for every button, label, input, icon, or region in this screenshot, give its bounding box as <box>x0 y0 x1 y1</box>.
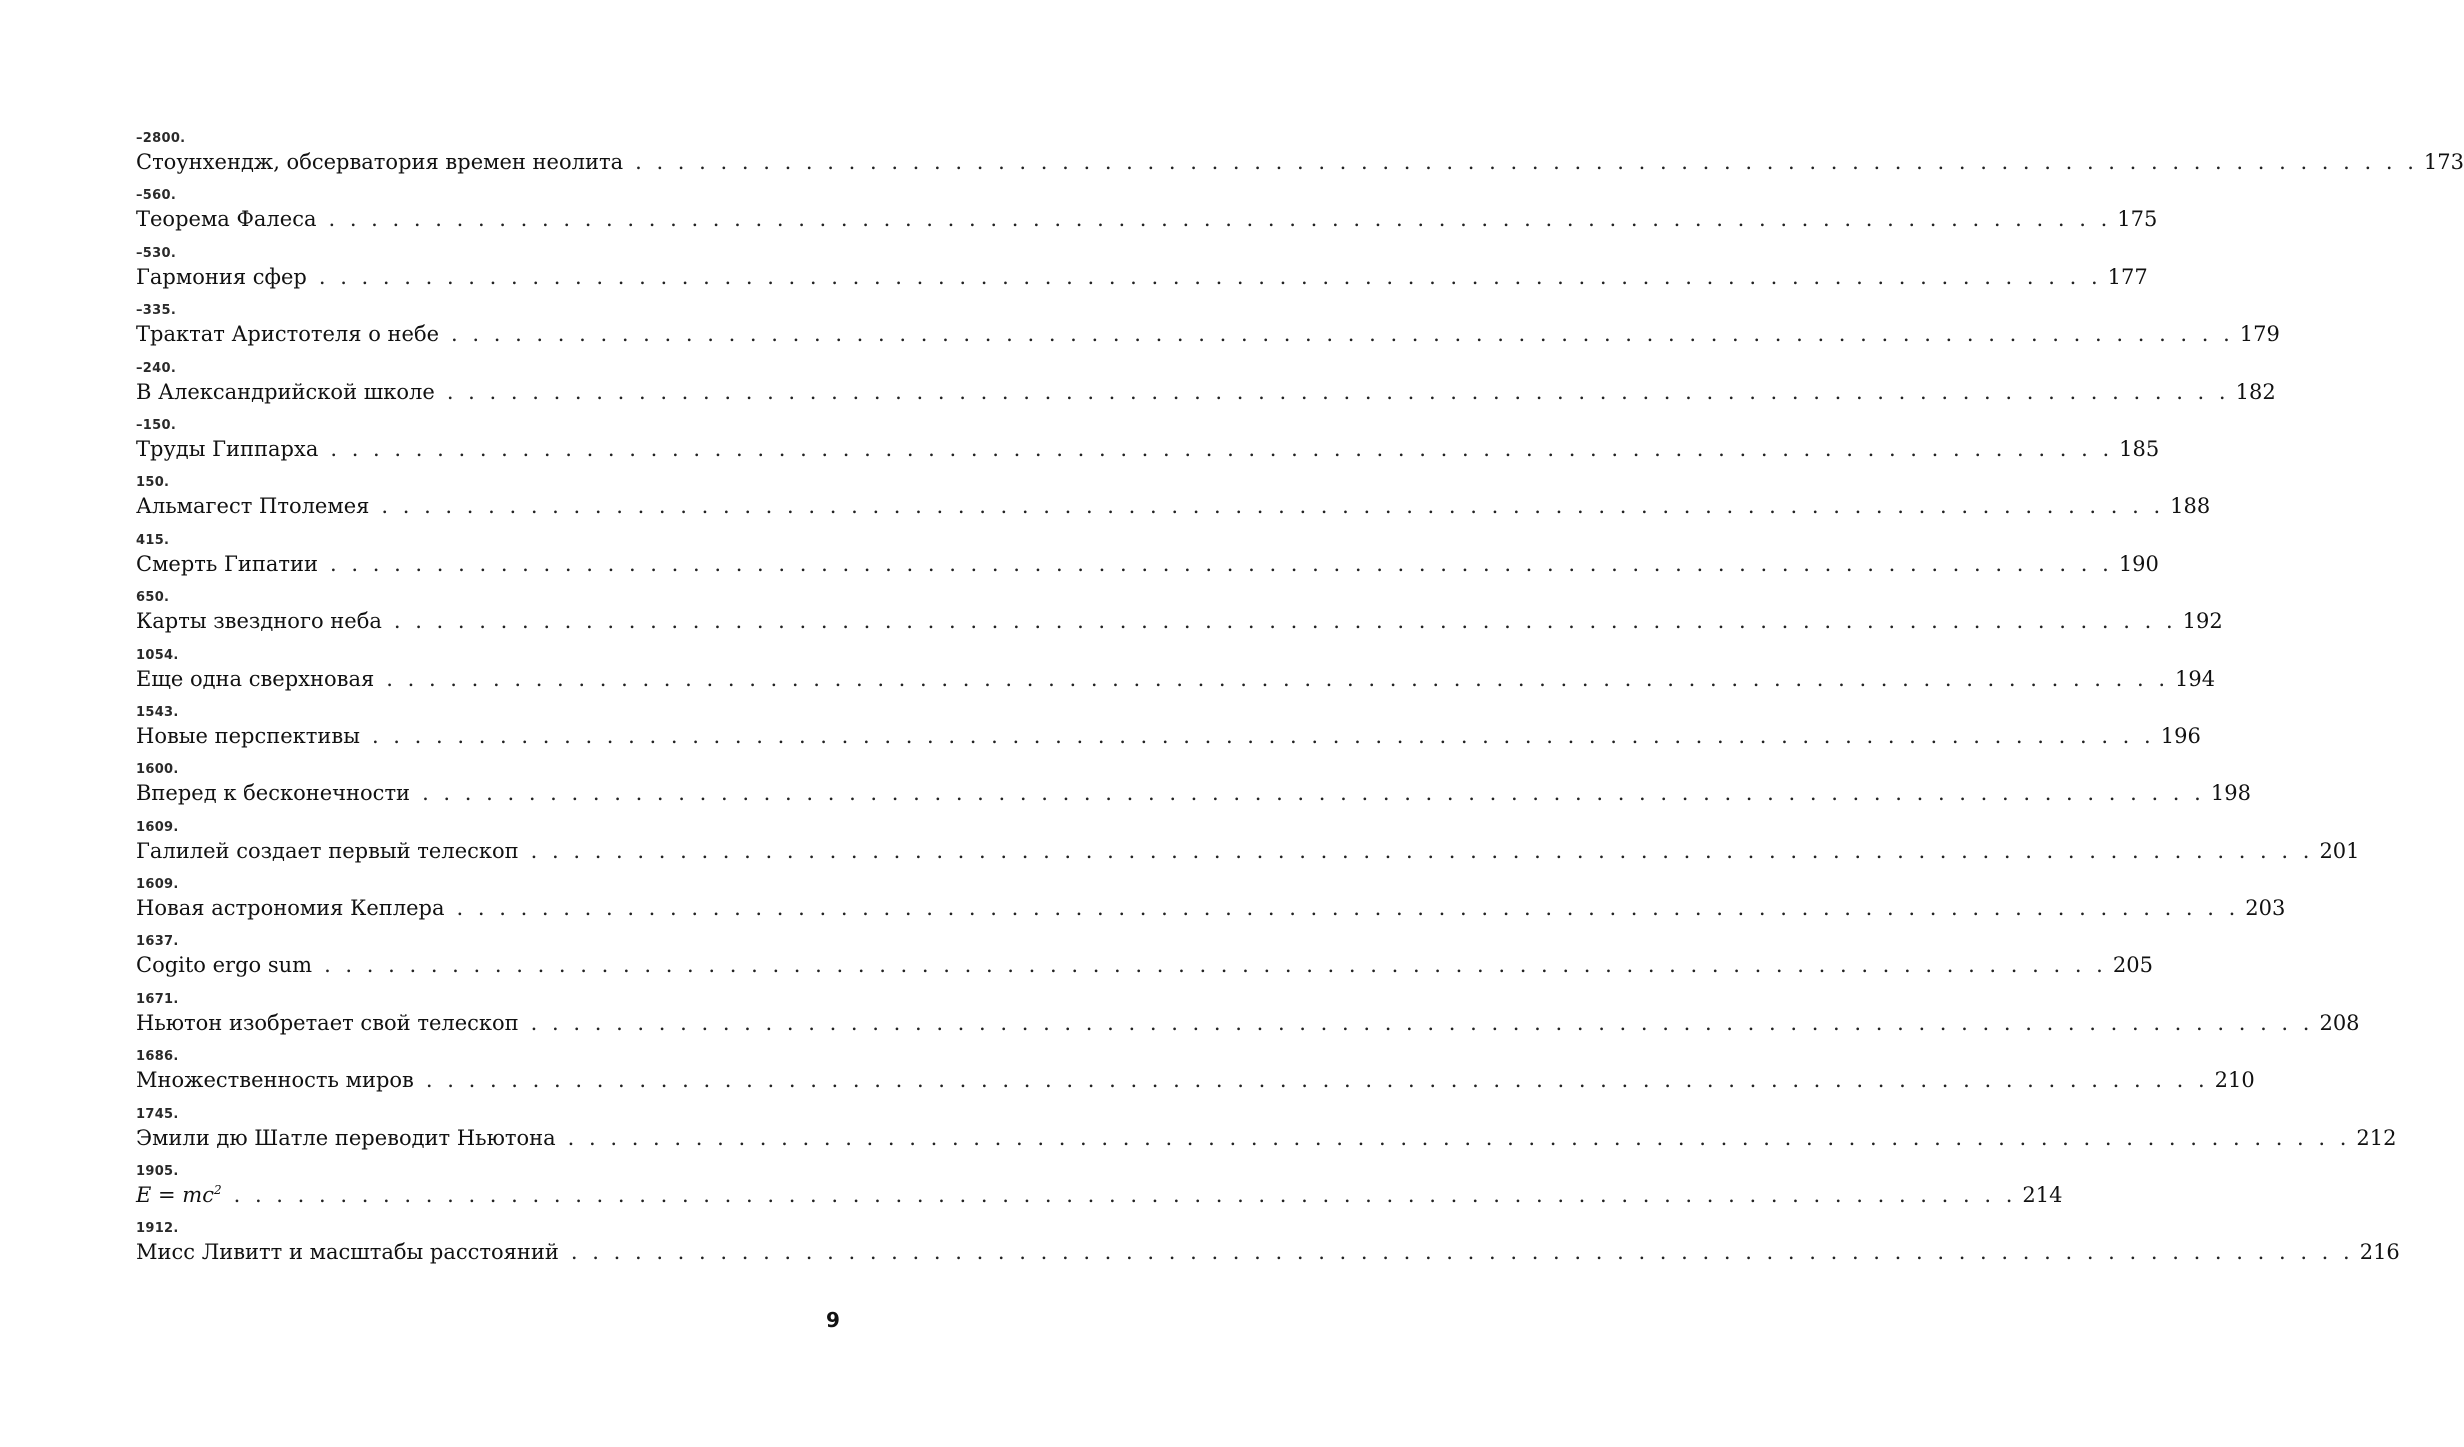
toc-page: 188 <box>2170 494 2211 519</box>
toc-line <box>136 1008 2360 1038</box>
dot-leader: . . . . . . . . . . . . . . . . . . . . . . . . . . . . . . . . . . . . . . . . . . . . . . . . . . . . . . . . . . . . . . . . . . . . . . . . . . . . . . . . . . . . <box>451 322 2234 347</box>
toc-title: Новая астрономия Кеплера <box>136 896 445 921</box>
toc-entry[interactable] <box>136 704 2201 762</box>
toc-line <box>136 606 2223 636</box>
toc-year: –335. <box>136 303 177 319</box>
toc-line <box>136 893 2286 923</box>
toc-title: Стоунхендж, обсерватория времен неолита <box>136 150 624 174</box>
toc-line <box>136 664 2216 694</box>
toc-title: Новые перспективы <box>136 723 360 748</box>
dot-leader: . . . . . . . . . . . . . . . . . . . . . . . . . . . . . . . . . . . . . . . . . . . . . . . . . . . . . . . . . . . . . . . . . . . . . . . . . . . . . . . . . . . . <box>328 207 2112 232</box>
toc-year: 1054. <box>136 647 179 663</box>
toc-page: 194 <box>2175 666 2216 691</box>
toc-year: 650. <box>136 590 170 606</box>
toc-title: Эмили дю Шатле переводит Ньютона <box>136 1125 556 1150</box>
toc-year: –2800. <box>136 131 186 146</box>
dot-leader: . . . . . . . . . . . . . . . . . . . . . . . . . . . . . . . . . . . . . . . . . . . . . . . . . . . . . . . . . . . . . . . . . . . . . . . . . . . . . . . . . . . . <box>318 264 2102 289</box>
dot-leader: . . . . . . . . . . . . . . . . . . . . . . . . . . . . . . . . . . . . . . . . . . . . . . . . . . . . . . . . . . . . . . . . . . . . . . . . . . . . . . . . . . . . <box>530 1010 2314 1035</box>
toc-entry[interactable] <box>136 1106 2397 1164</box>
toc-entry[interactable] <box>136 762 2251 819</box>
toc-year: 1609. <box>136 877 179 893</box>
toc-line <box>136 721 2201 751</box>
toc-line <box>136 836 2360 866</box>
toc-title: Множественность миров <box>136 1068 414 1093</box>
toc-title: Cogito ergo sum <box>136 953 313 978</box>
toc-entry[interactable] <box>136 475 2211 532</box>
toc-entry[interactable] <box>136 245 2148 303</box>
toc-entry[interactable] <box>136 647 2216 705</box>
dot-leader: . . . . . . . . . . . . . . . . . . . . . . . . . . . . . . . . . . . . . . . . . . . . . . . . . . . . . . . . . . . . . . . . . . . . . . . . . . . . . . . . . . . . <box>371 723 2155 748</box>
dot-leader: . . . . . . . . . . . . . . . . . . . . . . . . . . . . . . . . . . . . . . . . . . . . . . . . . . . . . . . . . . . . . . . . . . . . . . . . . . . . . . . . . . . . <box>233 1183 2017 1208</box>
toc-year: 1600. <box>136 762 179 778</box>
toc-line <box>136 1123 2397 1153</box>
dot-leader: . . . . . . . . . . . . . . . . . . . . . . . . . . . . . . . . . . . . . . . . . . . . . . . . . . . . . . . . . . . . . . . . . . . . . . . . . . . . . . . . . . . . <box>422 781 2205 806</box>
toc-title: Вперед к бесконечности <box>136 781 411 806</box>
toc-title: Теорема Фалеса <box>136 207 317 232</box>
toc-entry[interactable] <box>136 532 2159 590</box>
toc-year: 1671. <box>136 991 179 1007</box>
toc-title: Галилей создает первый телескоп <box>136 838 519 863</box>
toc-line <box>136 204 2158 234</box>
dot-leader: . . . . . . . . . . . . . . . . . . . . . . . . . . . . . . . . . . . . . . . . . . . . . . . . . . . . . . . . . . . . . . . . . . . . . . . . . . . . . . . . . . . . <box>381 494 2165 519</box>
toc-page: 177 <box>2107 264 2148 289</box>
toc-entry[interactable] <box>136 819 2360 877</box>
dot-leader: . . . . . . . . . . . . . . . . . . . . . . . . . . . . . . . . . . . . . . . . . . . . . . . . . . . . . . . . . . . . . . . . . . . . . . . . . . . . . . . . . . . . <box>330 551 2113 576</box>
toc-page: 185 <box>2119 436 2160 461</box>
toc-title: Ньютон изобретает свой телескоп <box>136 1010 519 1035</box>
toc-year: –240. <box>136 360 177 376</box>
toc-title: Смерть Гипатии <box>136 551 319 576</box>
toc-title: В Александрийской школе <box>136 379 435 404</box>
toc-entry[interactable] <box>136 417 2160 475</box>
dot-leader: . . . . . . . . . . . . . . . . . . . . . . . . . . . . . . . . . . . . . . . . . . . . . . . . . . . . . . . . . . . . . . . . . . . . . . . . . . . . . . . . . . . . <box>324 953 2107 978</box>
toc-year: –530. <box>136 245 177 261</box>
toc-page: 216 <box>2359 1240 2400 1265</box>
toc-entry[interactable] <box>136 131 2464 188</box>
dot-leader: . . . . . . . . . . . . . . . . . . . . . . . . . . . . . . . . . . . . . . . . . . . . . . . . . . . . . . . . . . . . . . . . . . . . . . . . . . . . . . . . . . . . <box>570 1240 2354 1265</box>
toc-line <box>136 262 2148 292</box>
toc-year: –560. <box>136 188 177 204</box>
toc-entry[interactable] <box>136 877 2286 934</box>
table-of-contents <box>136 131 2464 1279</box>
toc-page: 212 <box>2356 1125 2397 1150</box>
toc-line <box>136 1180 2063 1210</box>
toc-page: 203 <box>2245 896 2286 921</box>
toc-year: 415. <box>136 532 170 548</box>
toc-title-formula <box>136 1180 222 1210</box>
dot-leader: . . . . . . . . . . . . . . . . . . . . . . . . . . . . . . . . . . . . . . . . . . . . . . . . . . . . . . . . . . . . . . . . . . . . . . . . . . . . . . . . . . . . <box>530 838 2314 863</box>
toc-page: 205 <box>2112 953 2153 978</box>
toc-line <box>136 491 2211 521</box>
toc-page: 214 <box>2022 1183 2063 1208</box>
toc-title: Гармония сфер <box>136 264 307 289</box>
toc-line <box>136 549 2159 579</box>
toc-page: 210 <box>2214 1068 2255 1093</box>
toc-entry[interactable] <box>136 1049 2255 1106</box>
toc-year: 1905. <box>136 1164 179 1180</box>
toc-year: 1637. <box>136 934 179 950</box>
toc-entry[interactable] <box>136 590 2223 647</box>
toc-line <box>136 434 2160 464</box>
toc-page: 201 <box>2319 838 2360 863</box>
toc-entry[interactable] <box>136 1164 2063 1221</box>
toc-title: Труды Гиппарха <box>136 436 319 461</box>
toc-entry[interactable] <box>136 360 2276 418</box>
page-number: 9 <box>826 1308 840 1332</box>
toc-entry[interactable] <box>136 1221 2400 1278</box>
toc-page: 179 <box>2239 322 2280 347</box>
toc-line <box>136 778 2251 808</box>
toc-entry[interactable] <box>136 303 2280 360</box>
toc-line <box>136 147 2464 177</box>
toc-title: Трактат Аристотеля о небе <box>136 322 440 347</box>
toc-year: 1543. <box>136 704 179 720</box>
toc-page: 196 <box>2160 723 2201 748</box>
toc-year: 1912. <box>136 1221 179 1237</box>
toc-year: 1686. <box>136 1049 179 1065</box>
toc-year: –150. <box>136 417 177 433</box>
dot-leader: . . . . . . . . . . . . . . . . . . . . . . . . . . . . . . . . . . . . . . . . . . . . . . . . . . . . . . . . . . . . . . . . . . . . . . . . . . . . . . . . . . . . <box>635 150 2418 174</box>
dot-leader: . . . . . . . . . . . . . . . . . . . . . . . . . . . . . . . . . . . . . . . . . . . . . . . . . . . . . . . . . . . . . . . . . . . . . . . . . . . . . . . . . . . . <box>456 896 2240 921</box>
dot-leader: . . . . . . . . . . . . . . . . . . . . . . . . . . . . . . . . . . . . . . . . . . . . . . . . . . . . . . . . . . . . . . . . . . . . . . . . . . . . . . . . . . . . <box>567 1125 2351 1150</box>
toc-title: Мисс Ливитт и масштабы расстояний <box>136 1240 559 1265</box>
toc-title: Еще одна сверхновая <box>136 666 375 691</box>
toc-line <box>136 319 2280 349</box>
dot-leader: . . . . . . . . . . . . . . . . . . . . . . . . . . . . . . . . . . . . . . . . . . . . . . . . . . . . . . . . . . . . . . . . . . . . . . . . . . . . . . . . . . . . <box>446 379 2230 404</box>
toc-entry[interactable] <box>136 934 2153 991</box>
toc-line <box>136 377 2276 407</box>
dot-leader: . . . . . . . . . . . . . . . . . . . . . . . . . . . . . . . . . . . . . . . . . . . . . . . . . . . . . . . . . . . . . . . . . . . . . . . . . . . . . . . . . . . . <box>386 666 2170 691</box>
toc-page: 182 <box>2235 379 2276 404</box>
formula-base: E = mc <box>136 1183 214 1208</box>
toc-entry[interactable] <box>136 188 2158 245</box>
toc-line <box>136 1237 2400 1267</box>
toc-page: 190 <box>2118 551 2159 576</box>
toc-year: 1745. <box>136 1106 179 1122</box>
toc-page: 192 <box>2182 609 2223 634</box>
toc-title: Альмагест Птолемея <box>136 494 370 519</box>
toc-entry[interactable] <box>136 991 2360 1049</box>
formula-exponent: 2 <box>213 1183 222 1198</box>
toc-title: Карты звездного неба <box>136 609 382 634</box>
toc-line <box>136 950 2153 980</box>
dot-leader: . . . . . . . . . . . . . . . . . . . . . . . . . . . . . . . . . . . . . . . . . . . . . . . . . . . . . . . . . . . . . . . . . . . . . . . . . . . . . . . . . . . . <box>330 436 2114 461</box>
dot-leader: . . . . . . . . . . . . . . . . . . . . . . . . . . . . . . . . . . . . . . . . . . . . . . . . . . . . . . . . . . . . . . . . . . . . . . . . . . . . . . . . . . . . <box>393 609 2177 634</box>
toc-page: 175 <box>2117 207 2158 232</box>
toc-page: 198 <box>2210 781 2251 806</box>
toc-page: 173 <box>2423 150 2464 174</box>
toc-line <box>136 1065 2255 1095</box>
dot-leader: . . . . . . . . . . . . . . . . . . . . . . . . . . . . . . . . . . . . . . . . . . . . . . . . . . . . . . . . . . . . . . . . . . . . . . . . . . . . . . . . . . . . <box>425 1068 2209 1093</box>
toc-year: 1609. <box>136 819 179 835</box>
toc-page: 208 <box>2319 1010 2360 1035</box>
toc-year: 150. <box>136 475 170 491</box>
